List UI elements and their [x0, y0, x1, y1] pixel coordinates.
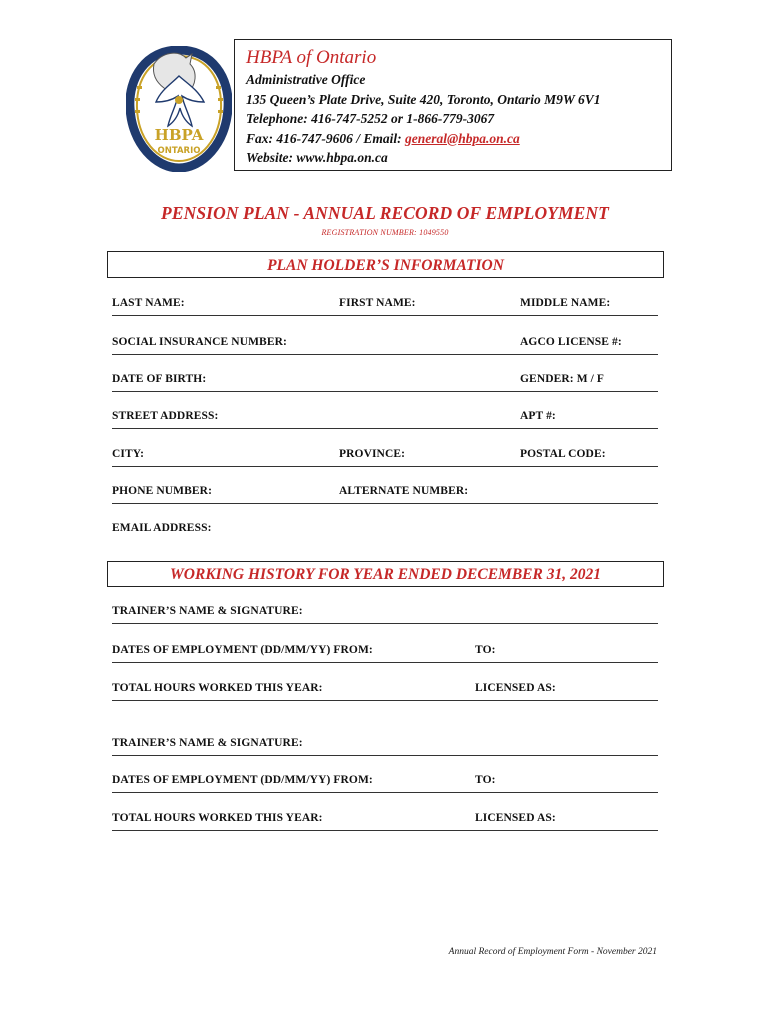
hours-row-2	[112, 812, 658, 831]
registration-number: REGISTRATION NUMBER: 1049550	[321, 228, 449, 237]
total-hours-field[interactable]: TOTAL HOURS WORKED THIS YEAR:	[112, 812, 323, 824]
gender-field[interactable]: GENDER: M / F	[520, 373, 605, 385]
dates-from-field[interactable]: DATES OF EMPLOYMENT (DD/MM/YY) FROM:	[112, 644, 373, 656]
plan-holder-heading: PLAN HOLDER’S INFORMATION	[107, 251, 664, 278]
total-hours-field[interactable]: TOTAL HOURS WORKED THIS YEAR:	[112, 682, 323, 694]
date-of-birth-field[interactable]: DATE OF BIRTH:	[112, 373, 207, 385]
trainer-row-2	[112, 737, 658, 756]
hbpa-logo-graphic	[126, 46, 232, 172]
dates-to-field[interactable]: TO:	[475, 774, 496, 786]
postal-code-field[interactable]: POSTAL CODE:	[520, 448, 606, 460]
street-address-field[interactable]: STREET ADDRESS:	[112, 410, 219, 422]
first-name-field[interactable]: FIRST NAME:	[339, 297, 416, 309]
org-name: HBPA of Ontario	[246, 47, 377, 68]
last-name-field[interactable]: LAST NAME:	[112, 297, 185, 309]
apt-field[interactable]: APT #:	[520, 410, 556, 422]
hours-row-1	[112, 682, 658, 701]
name-row	[112, 297, 658, 316]
street-row	[112, 410, 658, 429]
form-title: PENSION PLAN - ANNUAL RECORD OF EMPLOYMENT	[161, 203, 609, 223]
fax-email-line	[246, 129, 671, 149]
logo-text-top: HBPA	[154, 126, 204, 144]
trainer-signature-field[interactable]: TRAINER’S NAME & SIGNATURE:	[112, 605, 303, 617]
province-field[interactable]: PROVINCE:	[339, 448, 406, 460]
website: Website: www.hbpa.on.ca	[246, 150, 388, 165]
dob-row	[112, 373, 658, 392]
office-label: Administrative Office	[246, 72, 366, 87]
email-address-field[interactable]: EMAIL ADDRESS:	[112, 522, 212, 534]
working-history-heading: WORKING HISTORY FOR YEAR ENDED DECEMBER 31, 2021	[107, 561, 664, 587]
city-field[interactable]: CITY:	[112, 448, 145, 460]
licensed-as-field[interactable]: LICENSED AS:	[475, 682, 556, 694]
footer-note: Annual Record of Employment Form - November 2021	[448, 947, 657, 957]
phone-row	[112, 485, 658, 504]
telephone: Telephone: 416-747-5252 or 1-866-779-3067	[246, 111, 495, 126]
header-contact-box	[234, 39, 672, 171]
agco-license-field[interactable]: AGCO LICENSE #:	[520, 336, 622, 348]
alternate-number-field[interactable]: ALTERNATE NUMBER:	[339, 485, 469, 497]
office-address: 135 Queen’s Plate Drive, Suite 420, Toronto, Ontario M9W 6V1	[246, 91, 601, 107]
dates-from-field[interactable]: DATES OF EMPLOYMENT (DD/MM/YY) FROM:	[112, 774, 373, 786]
city-row	[112, 448, 658, 467]
email-link[interactable]: general@hbpa.on.ca	[405, 130, 520, 146]
middle-name-field[interactable]: MIDDLE NAME:	[520, 297, 611, 309]
dates-row-2	[112, 774, 658, 793]
trainer-row-1	[112, 605, 658, 624]
logo-text-bottom: ONTARIO	[157, 146, 201, 156]
sin-row	[112, 336, 658, 355]
email-row	[112, 522, 658, 540]
dates-to-field[interactable]: TO:	[475, 644, 496, 656]
dates-row-1	[112, 644, 658, 663]
phone-number-field[interactable]: PHONE NUMBER:	[112, 485, 213, 497]
sin-field[interactable]: SOCIAL INSURANCE NUMBER:	[112, 336, 287, 348]
licensed-as-field[interactable]: LICENSED AS:	[475, 812, 556, 824]
hbpa-logo	[126, 46, 232, 172]
trainer-signature-field[interactable]: TRAINER’S NAME & SIGNATURE:	[112, 737, 303, 749]
fax-text: Fax: 416-747-9606 / Email:	[246, 130, 405, 146]
